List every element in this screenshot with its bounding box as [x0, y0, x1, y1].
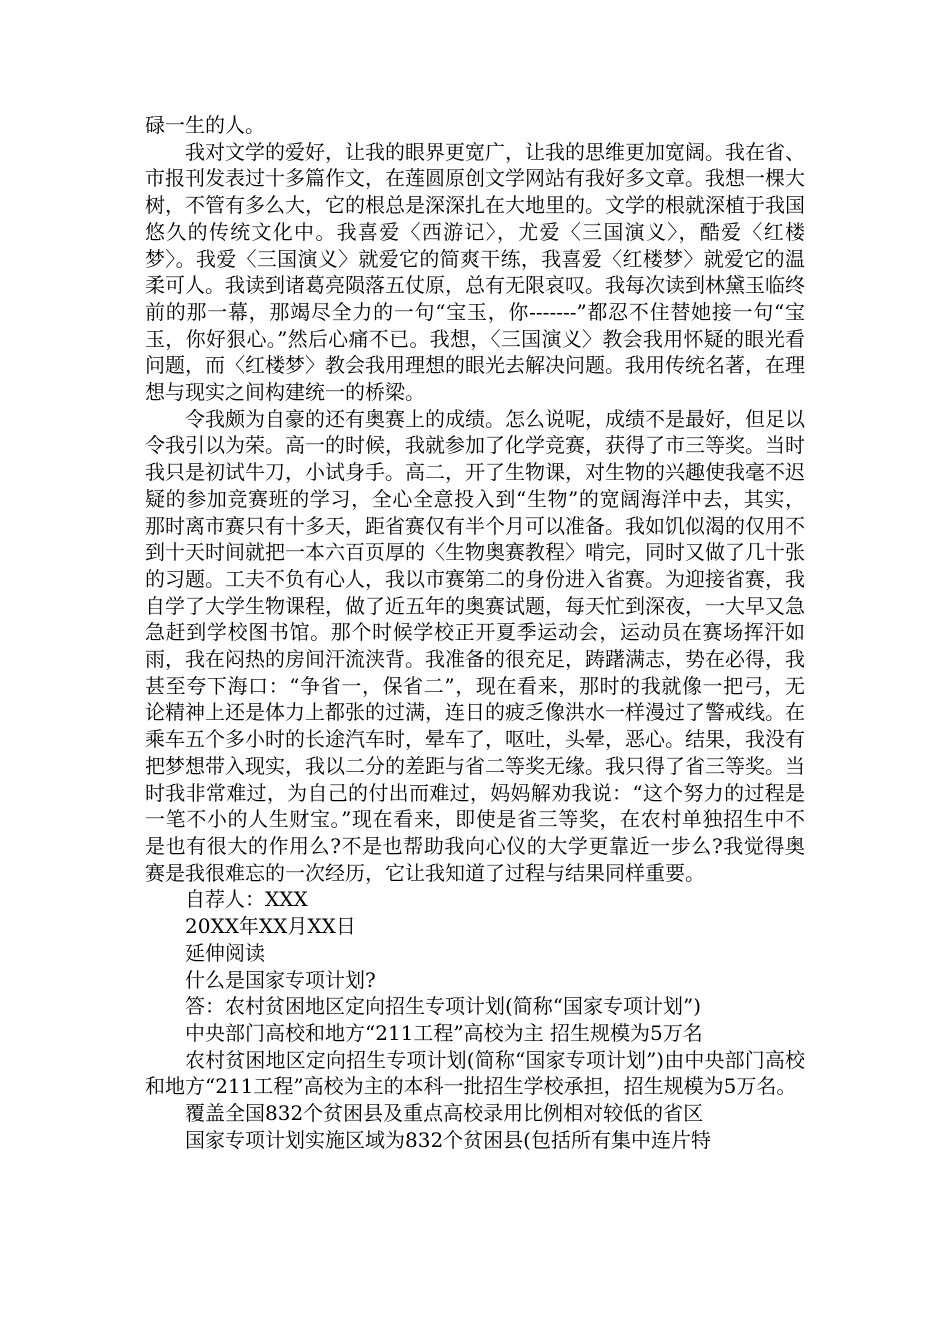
paragraph-literature: 我对文学的爱好，让我的眼界更宽广，让我的思维更加宽阔。我在省、市报刊发表过十多篇作文，在莲圆原创文学网站有我好多文章。我想一棵大树，不管有多么大，它的根总是深深扎在大地里的。文学的根就深植于我国悠久的传统文化中。我喜爱〈西游记〉，尤爱〈三国演义〉，酷爱〈红楼梦〉。我爱〈三国演义〉就爱它的简爽干练，我喜爱〈红楼梦〉就爱它的温柔可人。我读到诸葛亮陨落五仗原，总有无限哀叹。我每次读到林黛玉临终前的那一幕，那竭尽全力的一句“宝玉，你-------”都忍不住替她接一句“宝玉，你好狠心。”然后心痛不已。我想，〈三国演义〉教会我用怀疑的眼光看问题，而〈红楼梦〉教会我用理想的眼光去解决问题。我用传统名著，在理想与现实之间构建统一的桥梁。: [145, 139, 805, 405]
document-page: [145, 112, 805, 1153]
paragraph-scale: 农村贫困地区定向招生专项计划(简称“国家专项计划”)由中央部门高校和地方“211工程”高校为主的本科一批招生学校承担，招生规模为5万名。: [145, 1047, 805, 1099]
signer-line: 自荐人：XXX: [185, 887, 308, 912]
answer-line: 答：农村贫困地区定向招生专项计划(简称“国家专项计划”): [185, 994, 702, 1019]
paragraph-olympiad: 令我颇为自豪的还有奥赛上的成绩。怎么说呢，成绩不是最好，但足以令我引以为荣。高一的时候，我就参加了化学竞赛，获得了市三等奖。当时我只是初试牛刀，小试身手。高二，开了生物课，对生物的兴趣使我毫不迟疑的参加竞赛班的学习，全心全意投入到“生物”的宽阔海洋中去，其实，那时离市赛只有十多天，距省赛仅有半个月可以准备。我如饥似渴的仅用不到十天时间就把一本六百页厚的〈生物奥赛教程〉啃完，同时又做了几十张的习题。工夫不负有心人，我以市赛第二的身份进入省赛。为迎接省赛，我自学了大学生物课程，做了近五年的奥赛试题，每天忙到深夜，一大早又急急赶到学校图书馆。那个时候学校正开夏季运动会，运动员在赛场挥汗如雨，我在闷热的房间汗流浃背。我准备的很充足，踌躇满志，势在必得，我甚至夸下海口：“争省一，保省二”，现在看来，那时的我就像一把弓，无论精神上还是体力上都张的过满，连日的疲乏像洪水一样漫过了警戒线。在乘车五个多小时的长途汽车时，晕车了，呕吐，头晕，恶心。结果，我没有把梦想带入现实，我以二分的差距与省二等奖无缘。我只得了省三等奖。当时我非常难过，为自己的付出而难过，妈妈解劝我说：“这个努力的过程是一笔不小的人生财宝。”现在看来，即使是省三等奖，在农村单独招生中不是也有很大的作用么?不是也帮助我向心仪的大学更靠近一步么?我觉得奥赛是我很难忘的一次经历，它让我知道了过程与结果同样重要。: [145, 406, 805, 885]
date-line: 20XX年XX月XX日: [185, 914, 356, 939]
extended-reading-heading: 延伸阅读: [185, 940, 265, 965]
heading-coverage: 覆盖全国832个贫困县及重点高校录用比例相对较低的省区: [185, 1101, 704, 1126]
heading-scale: 中央部门高校和地方“211工程”高校为主 招生规模为5万名: [185, 1020, 703, 1045]
paragraph-coverage: 国家专项计划实施区域为832个贫困县(包括所有集中连片特: [185, 1127, 711, 1152]
paragraph-continuation: 碌一生的人。: [145, 113, 265, 137]
question-line: 什么是国家专项计划?: [185, 967, 376, 992]
